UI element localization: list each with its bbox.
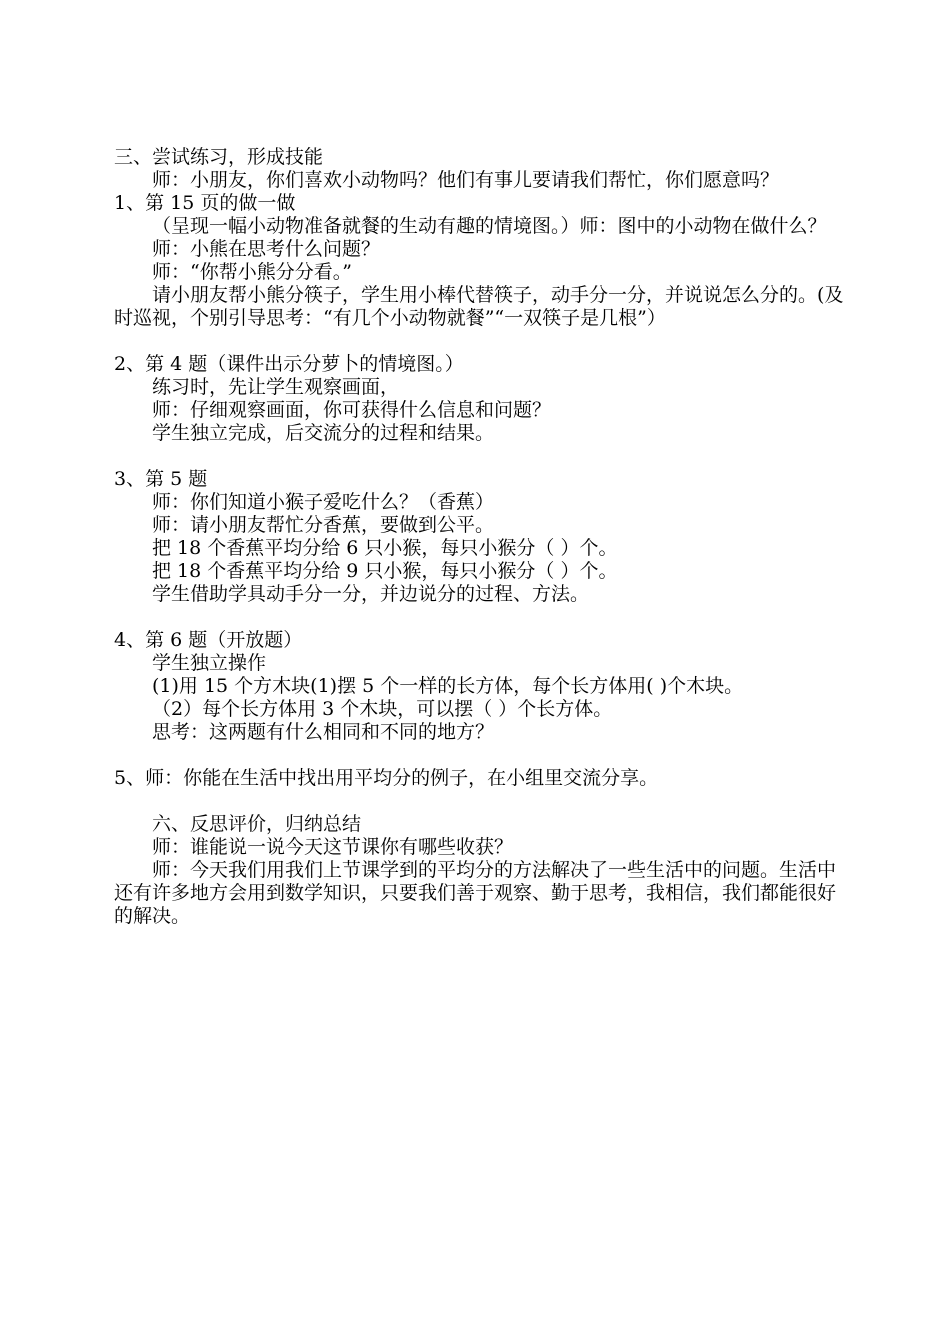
section-3-heading: 三、尝试练习，形成技能 (114, 146, 324, 168)
question-1-paragraph: 师：“你帮小熊分分看。” (152, 261, 352, 283)
spacer (114, 790, 844, 813)
spacer (114, 330, 844, 353)
question-4-paragraph: 学生独立操作 (152, 652, 267, 674)
question-3-paragraph: 师：请小朋友帮忙分香蕉，要做到公平。 (152, 514, 495, 536)
question-3-paragraph: 把 18 个香蕉平均分给 6 只小猴，每只小猴分（ ）个。 (152, 537, 618, 559)
question-1-paragraph: （呈现一幅小动物准备就餐的生动有趣的情境图。）师：图中的小动物在做什么？ (152, 215, 827, 237)
question-1-title: 1、第 15 页的做一做 (114, 192, 296, 214)
question-4-paragraph: (1)用 15 个方木块(1)摆 5 个一样的长方体，每个长方体用( )个木块。 (152, 675, 744, 697)
question-3-paragraph: 师：你们知道小猴子爱吃什么？（香蕉） (152, 491, 495, 513)
spacer (114, 606, 844, 629)
question-2-title: 2、第 4 题（课件出示分萝卜的情境图。） (114, 353, 464, 375)
section-6-paragraph: 师：谁能说一说今天这节课你有哪些收获？ (152, 836, 514, 858)
question-3-title: 3、第 5 题 (114, 468, 208, 490)
question-3-paragraph: 学生借助学具动手分一分，并边说分的过程、方法。 (152, 583, 590, 605)
question-2-paragraph: 练习时，先让学生观察画面， (152, 376, 400, 398)
section-6-paragraph: 师：今天我们用我们上节课学到的平均分的方法解决了一些生活中的问题。生活中还有许多地方会用到数学知识，只要我们善于观察、勤于思考，我相信，我们都能很好的解决。 (114, 859, 837, 927)
question-2-paragraph: 师：仔细观察画面，你可获得什么信息和问题？ (152, 399, 552, 421)
section-6-heading: 六、反思评价，归纳总结 (152, 813, 362, 835)
question-3-paragraph: 把 18 个香蕉平均分给 9 只小猴，每只小猴分（ ）个。 (152, 560, 618, 582)
spacer (114, 445, 844, 468)
question-4-paragraph: 思考：这两题有什么相同和不同的地方？ (152, 721, 495, 743)
question-2-paragraph: 学生独立完成，后交流分的过程和结果。 (152, 422, 495, 444)
question-1-paragraph: 请小朋友帮小熊分筷子，学生用小棒代替筷子，动手分一分，并说说怎么分的。(及时巡视，个别引导思考：“有几个小动物就餐”“一双筷子是几根”） (114, 284, 844, 329)
spacer (114, 744, 844, 767)
question-5-title: 5、师：你能在生活中找出用平均分的例子，在小组里交流分享。 (114, 767, 659, 789)
question-4-paragraph: （2）每个长方体用 3 个木块，可以摆（ ）个长方体。 (152, 698, 613, 720)
section-3-intro: 师：小朋友，你们喜欢小动物吗？他们有事儿要请我们帮忙，你们愿意吗？ (152, 169, 780, 191)
question-4-title: 4、第 6 题（开放题） (114, 629, 303, 651)
question-1-paragraph: 师：小熊在思考什么问题？ (152, 238, 381, 260)
document-body (114, 146, 844, 928)
